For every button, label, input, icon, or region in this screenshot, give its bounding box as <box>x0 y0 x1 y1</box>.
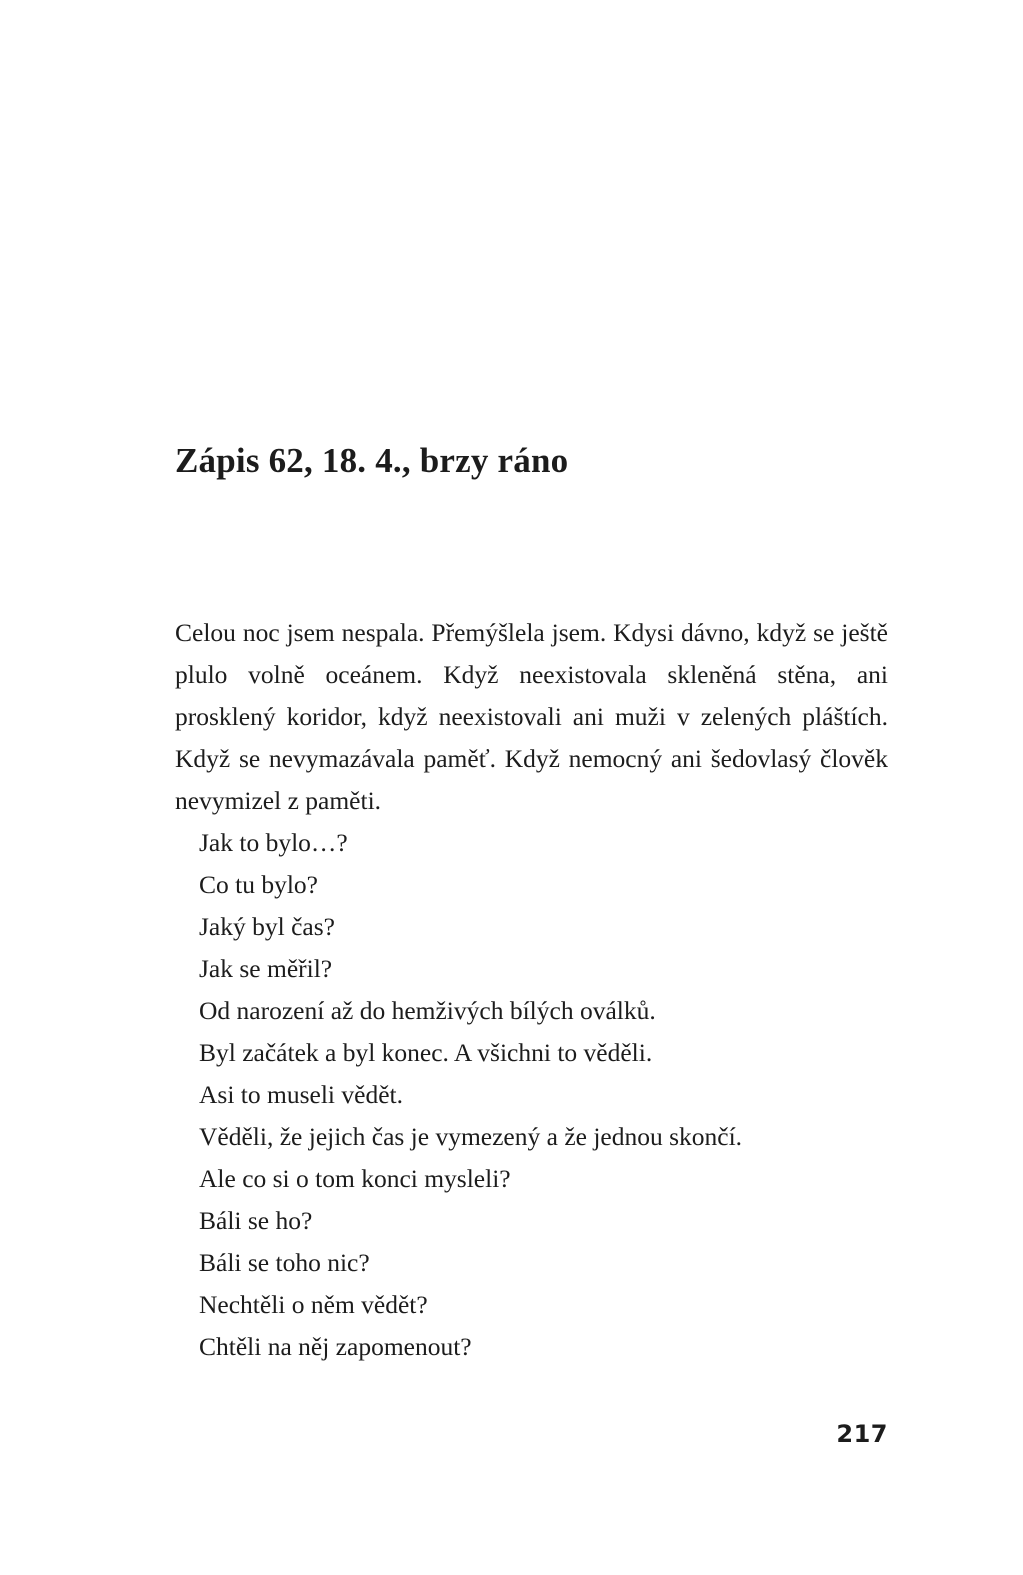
page-number: 217 <box>836 1420 888 1448</box>
text-line: Báli se ho? <box>199 1206 313 1235</box>
text-line: Jak to bylo…? <box>199 828 348 857</box>
text-line: Ale co si o tom konci mysleli? <box>199 1164 511 1193</box>
text-line: Od narození až do hemživých bílých oválků. <box>199 996 656 1025</box>
text-line: Báli se toho nic? <box>199 1248 370 1277</box>
text-line: Jak se měřil? <box>199 954 333 983</box>
chapter-title: Zápis 62, 18. 4., brzy ráno <box>175 441 569 480</box>
text-line: Chtěli na něj zapomenout? <box>199 1332 472 1361</box>
first-paragraph: Celou noc jsem nespala. Přemýšlela jsem. Kdysi dávno, když se ještě plulo volně oceánem. Když neexistovala skleněná stěna, ani prosklený koridor, když neexistovali ani muži v zelených pláštích. Když se nevymazávala paměť. Když nemocný ani šedovlasý člověk nevymizel z paměti. <box>175 618 888 815</box>
text-line: Věděli, že jejich čas je vymezený a že jednou skončí. <box>199 1122 743 1151</box>
text-line: Byl začátek a byl konec. A všichni to věděli. <box>199 1038 653 1067</box>
text-line: Nechtěli o něm vědět? <box>199 1290 428 1319</box>
text-line: Jaký byl čas? <box>199 912 335 941</box>
body-text <box>175 612 888 1368</box>
text-line: Asi to museli vědět. <box>199 1080 403 1109</box>
text-line: Co tu bylo? <box>199 870 318 899</box>
